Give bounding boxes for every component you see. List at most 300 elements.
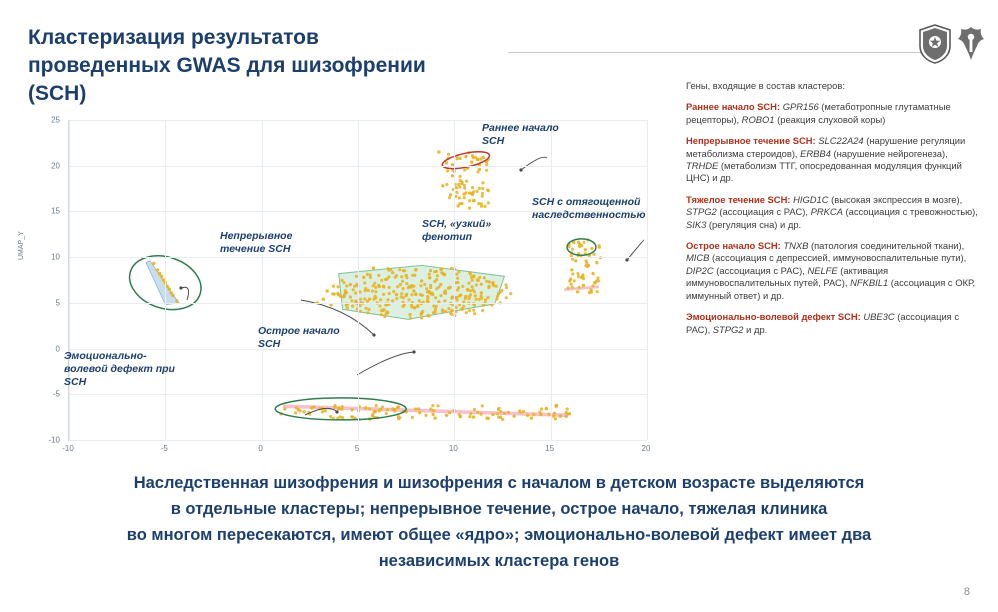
data-point bbox=[387, 275, 390, 278]
data-point bbox=[326, 289, 329, 292]
data-point bbox=[496, 295, 499, 298]
data-point bbox=[447, 307, 450, 310]
data-point bbox=[552, 415, 555, 418]
data-point bbox=[480, 205, 483, 208]
data-point bbox=[410, 286, 413, 289]
x-tick-label: 20 bbox=[641, 444, 651, 453]
gene-description: (ассоциация с ОКР, иммунный ответ) и др. bbox=[686, 277, 976, 301]
data-point bbox=[482, 304, 485, 307]
data-point bbox=[169, 291, 172, 294]
data-point bbox=[480, 413, 483, 416]
data-point bbox=[487, 296, 490, 299]
data-point bbox=[576, 272, 579, 275]
data-point bbox=[473, 408, 476, 411]
data-point bbox=[499, 410, 502, 413]
conclusion-line-3: во многом пересекаются, имеют общее «ядро»; эмоционально-волевой дефект имеет два bbox=[126, 526, 872, 544]
data-point bbox=[479, 158, 482, 161]
data-point bbox=[373, 410, 376, 413]
data-point bbox=[487, 286, 490, 289]
data-point bbox=[446, 169, 449, 172]
data-point bbox=[410, 293, 413, 296]
page-number: 8 bbox=[963, 586, 970, 598]
data-point bbox=[476, 411, 479, 414]
data-point bbox=[472, 415, 475, 418]
data-point bbox=[570, 268, 573, 271]
data-point bbox=[495, 285, 498, 288]
data-point bbox=[426, 290, 429, 293]
data-point bbox=[445, 183, 448, 186]
data-point bbox=[457, 183, 460, 186]
data-point bbox=[401, 280, 404, 283]
data-point bbox=[412, 289, 415, 292]
title-divider bbox=[508, 52, 928, 53]
data-point bbox=[597, 279, 600, 282]
data-point bbox=[458, 202, 461, 205]
data-point bbox=[426, 297, 429, 300]
data-point bbox=[582, 284, 585, 287]
data-point bbox=[462, 305, 465, 308]
data-point bbox=[463, 187, 466, 190]
data-point bbox=[468, 415, 471, 418]
y-tick-label: -5 bbox=[52, 389, 60, 399]
gene-description: (высокая экспрессия в мозге), bbox=[828, 193, 963, 205]
data-point bbox=[436, 404, 439, 407]
data-point bbox=[339, 295, 342, 298]
data-point bbox=[595, 261, 598, 264]
data-point bbox=[471, 279, 474, 282]
data-point bbox=[431, 404, 434, 407]
gene-block bbox=[686, 101, 982, 126]
data-point bbox=[381, 405, 384, 408]
gene-symbol: TNXB bbox=[780, 240, 809, 252]
data-point bbox=[372, 266, 375, 269]
data-point bbox=[468, 191, 471, 194]
data-point bbox=[567, 286, 570, 289]
plot-area bbox=[68, 120, 647, 441]
data-point bbox=[418, 411, 421, 414]
data-point bbox=[433, 416, 436, 419]
data-point bbox=[441, 184, 444, 187]
data-point bbox=[505, 286, 508, 289]
data-point bbox=[530, 416, 533, 419]
data-point bbox=[397, 417, 400, 420]
data-point bbox=[587, 264, 590, 267]
data-point bbox=[481, 187, 484, 190]
data-point bbox=[596, 290, 599, 293]
data-point bbox=[483, 205, 486, 208]
data-point bbox=[341, 405, 344, 408]
data-point bbox=[571, 272, 574, 275]
data-point bbox=[321, 410, 324, 413]
data-point bbox=[581, 273, 584, 276]
data-point bbox=[158, 272, 161, 275]
data-point bbox=[577, 275, 580, 278]
gene-description: (метаболизм ТТГ, опосредованная модуляция функций ЦНС) и др. bbox=[686, 160, 962, 184]
state-eagle-emblem-icon bbox=[954, 24, 988, 64]
conclusion-line-4: независимых кластера генов bbox=[378, 552, 620, 570]
data-point bbox=[373, 282, 376, 285]
annot-hereditary: SCH с отягощенной наследственностью bbox=[532, 196, 646, 221]
data-point bbox=[449, 312, 452, 315]
y-gridline bbox=[69, 394, 647, 395]
data-point bbox=[458, 196, 461, 199]
data-point bbox=[457, 270, 460, 273]
y-gridline bbox=[69, 120, 647, 121]
data-point bbox=[324, 409, 327, 412]
data-point bbox=[400, 275, 403, 278]
data-point bbox=[372, 297, 375, 300]
data-point bbox=[341, 416, 344, 419]
data-point bbox=[379, 298, 382, 301]
annot-acute-onset: Острое начало SCH bbox=[258, 325, 340, 350]
data-point bbox=[345, 284, 348, 287]
data-point bbox=[380, 279, 383, 282]
data-point bbox=[411, 416, 414, 419]
data-point bbox=[440, 267, 443, 270]
data-point bbox=[538, 411, 541, 414]
data-point bbox=[421, 310, 424, 313]
data-point bbox=[591, 284, 594, 287]
data-point bbox=[474, 156, 477, 159]
data-point bbox=[573, 279, 576, 282]
y-tick-label: 5 bbox=[55, 298, 60, 308]
data-point bbox=[369, 273, 372, 276]
gene-description: (нарушение нейрогенеза), bbox=[830, 147, 948, 159]
x-gridline bbox=[165, 120, 166, 440]
data-point bbox=[433, 280, 436, 283]
data-point bbox=[387, 269, 390, 272]
data-point bbox=[473, 304, 476, 307]
data-point bbox=[412, 285, 415, 288]
data-point bbox=[382, 285, 385, 288]
data-point bbox=[313, 405, 316, 408]
data-point bbox=[455, 191, 458, 194]
data-point bbox=[364, 406, 367, 409]
data-point bbox=[410, 305, 413, 308]
data-point bbox=[459, 175, 462, 178]
y-gridline bbox=[69, 166, 647, 167]
cluster-hull bbox=[146, 261, 179, 305]
data-point bbox=[408, 313, 411, 316]
data-point bbox=[468, 207, 471, 210]
data-point bbox=[350, 415, 353, 418]
data-point bbox=[420, 279, 423, 282]
gene-symbol: UBE3C bbox=[860, 311, 895, 323]
data-point bbox=[491, 413, 494, 416]
data-point bbox=[366, 311, 369, 314]
data-point bbox=[371, 290, 374, 293]
x-gridline bbox=[358, 120, 359, 440]
data-point bbox=[475, 283, 478, 286]
data-point bbox=[393, 409, 396, 412]
data-point bbox=[447, 153, 450, 156]
data-point bbox=[505, 296, 508, 299]
gene-block bbox=[686, 240, 982, 302]
data-point bbox=[400, 292, 403, 295]
data-point bbox=[467, 282, 470, 285]
x-gridline bbox=[551, 120, 552, 440]
data-point bbox=[588, 291, 591, 294]
data-point bbox=[469, 289, 472, 292]
data-point bbox=[474, 298, 477, 301]
data-point bbox=[364, 289, 367, 292]
data-point bbox=[476, 158, 479, 161]
data-point bbox=[396, 406, 399, 409]
annot-early-onset: Раннее начало SCH bbox=[482, 122, 559, 147]
data-point bbox=[429, 407, 432, 410]
data-point bbox=[519, 411, 522, 414]
gene-block-heading: Тяжелое течение SCH: bbox=[686, 193, 791, 205]
data-point bbox=[396, 285, 399, 288]
data-point bbox=[559, 415, 562, 418]
data-point bbox=[386, 408, 389, 411]
gene-block-heading: Эмоционально-волевой дефект SCH: bbox=[686, 311, 861, 323]
gene-description: (ассоциация с тревожностью), bbox=[842, 206, 978, 218]
data-point bbox=[367, 289, 370, 292]
data-point bbox=[432, 311, 435, 314]
gene-symbol: HIGD1C bbox=[790, 193, 829, 205]
data-point bbox=[578, 243, 581, 246]
gene-symbol: STPG2 bbox=[712, 323, 744, 335]
data-point bbox=[571, 248, 574, 251]
gene-symbol: NELFE bbox=[807, 264, 838, 276]
data-point bbox=[423, 283, 426, 286]
cluster-ellipse bbox=[441, 148, 491, 172]
gene-panel-intro: Гены, входящие в состав кластеров: bbox=[686, 80, 845, 91]
data-point bbox=[569, 277, 572, 280]
data-point bbox=[481, 309, 484, 312]
data-point bbox=[416, 305, 419, 308]
data-point bbox=[342, 281, 345, 284]
data-point bbox=[468, 199, 471, 202]
data-point bbox=[461, 285, 464, 288]
x-tick-label: -10 bbox=[62, 444, 74, 453]
data-point bbox=[433, 270, 436, 273]
data-point bbox=[431, 413, 434, 416]
gene-description: и др. bbox=[743, 323, 768, 335]
data-point bbox=[463, 168, 466, 171]
data-point bbox=[405, 294, 408, 297]
annot-continuous: Непрерывное течение SCH bbox=[220, 230, 293, 255]
data-point bbox=[434, 308, 437, 311]
gene-symbol: ROBO1 bbox=[741, 113, 775, 125]
data-point bbox=[409, 317, 412, 320]
gene-description: (ассоциация с РАС), bbox=[713, 264, 808, 276]
data-point bbox=[475, 190, 478, 193]
data-point bbox=[432, 409, 435, 412]
x-tick-label: -5 bbox=[160, 444, 168, 453]
data-point bbox=[477, 279, 480, 282]
data-point bbox=[509, 292, 512, 295]
data-point bbox=[450, 267, 453, 270]
data-point bbox=[460, 182, 463, 185]
data-point bbox=[391, 271, 394, 274]
data-point bbox=[414, 408, 417, 411]
data-point bbox=[532, 413, 535, 416]
x-gridline bbox=[454, 120, 455, 440]
data-point bbox=[458, 157, 461, 160]
gene-block bbox=[686, 194, 982, 231]
data-point bbox=[399, 283, 402, 286]
data-point bbox=[362, 276, 365, 279]
page-title bbox=[28, 24, 488, 108]
annotation-leader-arrow bbox=[179, 286, 182, 289]
data-point bbox=[540, 407, 543, 410]
data-point bbox=[368, 407, 371, 410]
data-point bbox=[437, 150, 440, 153]
data-point bbox=[574, 259, 577, 262]
data-point bbox=[380, 309, 383, 312]
gene-symbol: ERBB4 bbox=[800, 147, 831, 159]
gene-description: (метаботропные глутаматные рецепторы), bbox=[686, 101, 951, 125]
data-point bbox=[428, 314, 431, 317]
gene-description: (ассоциация с депрессией, иммуновоспалительные пути), bbox=[709, 252, 967, 264]
data-point bbox=[481, 195, 484, 198]
y-tick-label: 15 bbox=[51, 206, 60, 216]
y-tick-label: 10 bbox=[51, 252, 60, 262]
data-point bbox=[512, 415, 515, 418]
x-gridline bbox=[262, 120, 263, 440]
data-point bbox=[450, 309, 453, 312]
data-point bbox=[445, 414, 448, 417]
gene-block-heading: Раннее начало SCH: bbox=[686, 101, 781, 113]
data-point bbox=[583, 241, 586, 244]
data-point bbox=[402, 287, 405, 290]
gene-block bbox=[686, 311, 982, 336]
data-point bbox=[471, 285, 474, 288]
data-point bbox=[487, 417, 490, 420]
gene-block-list bbox=[686, 101, 982, 336]
data-point bbox=[464, 297, 467, 300]
data-point bbox=[354, 291, 357, 294]
data-point bbox=[349, 295, 352, 298]
x-gridline bbox=[647, 120, 648, 440]
data-point bbox=[450, 297, 453, 300]
data-point bbox=[570, 283, 573, 286]
data-point bbox=[449, 193, 452, 196]
data-point bbox=[448, 196, 451, 199]
data-point bbox=[458, 294, 461, 297]
data-point bbox=[343, 295, 346, 298]
y-tick-label: 20 bbox=[51, 161, 60, 171]
data-point bbox=[555, 404, 558, 407]
data-point bbox=[444, 310, 447, 313]
data-point bbox=[428, 276, 431, 279]
data-point bbox=[585, 261, 588, 264]
gene-symbol: DIP2C bbox=[686, 264, 714, 276]
x-gridline bbox=[69, 120, 70, 440]
data-point bbox=[437, 286, 440, 289]
data-point bbox=[371, 414, 374, 417]
data-point bbox=[419, 284, 422, 287]
data-point bbox=[441, 310, 444, 313]
data-point bbox=[405, 282, 408, 285]
data-point bbox=[598, 244, 601, 247]
data-point bbox=[439, 294, 442, 297]
y-tick-label: 25 bbox=[51, 115, 60, 125]
y-gridline bbox=[69, 257, 647, 258]
data-point bbox=[432, 305, 435, 308]
gene-cluster-panel bbox=[686, 80, 982, 345]
data-point bbox=[456, 277, 459, 280]
data-point bbox=[449, 286, 452, 289]
data-point bbox=[363, 281, 366, 284]
data-point bbox=[463, 196, 466, 199]
data-point bbox=[407, 298, 410, 301]
gene-block bbox=[686, 135, 982, 185]
data-point bbox=[417, 407, 420, 410]
data-point bbox=[322, 298, 325, 301]
annotation-leader-line bbox=[357, 352, 414, 375]
data-point bbox=[526, 414, 529, 417]
x-tick-label: 0 bbox=[258, 444, 263, 453]
data-point bbox=[429, 269, 432, 272]
data-point bbox=[500, 289, 503, 292]
umap-scatter-chart bbox=[18, 110, 662, 460]
data-point bbox=[495, 298, 498, 301]
x-tick-label: 5 bbox=[354, 444, 360, 453]
data-point bbox=[386, 298, 389, 301]
data-point bbox=[414, 268, 417, 271]
data-point bbox=[469, 273, 472, 276]
data-point bbox=[374, 290, 377, 293]
data-point bbox=[398, 268, 401, 271]
data-point bbox=[465, 180, 468, 183]
data-point bbox=[471, 192, 474, 195]
page-title-line-2: проведенных GWAS для шизофрении (SCH) bbox=[28, 54, 426, 105]
gene-description: (активация иммуновоспалительных путей, РАС), bbox=[686, 264, 889, 289]
data-point bbox=[365, 307, 368, 310]
data-point bbox=[440, 271, 443, 274]
data-point bbox=[478, 276, 481, 279]
data-point bbox=[471, 186, 474, 189]
data-point bbox=[392, 290, 395, 293]
data-point bbox=[468, 309, 471, 312]
annotation-leader-line bbox=[521, 157, 547, 170]
data-point bbox=[377, 284, 380, 287]
data-point bbox=[487, 189, 490, 192]
data-point bbox=[472, 275, 475, 278]
data-point bbox=[295, 406, 298, 409]
data-point bbox=[380, 313, 383, 316]
data-point bbox=[152, 262, 155, 265]
data-point bbox=[336, 285, 339, 288]
gene-symbol: SIK3 bbox=[686, 218, 707, 230]
data-point bbox=[480, 291, 483, 294]
data-point bbox=[424, 414, 427, 417]
gene-description: (нарушение регуляции метаболизма стероидов), bbox=[686, 135, 966, 159]
data-point bbox=[425, 287, 428, 290]
data-point bbox=[448, 411, 451, 414]
data-point bbox=[590, 247, 593, 250]
data-point bbox=[480, 283, 483, 286]
data-point bbox=[522, 410, 525, 413]
data-point bbox=[571, 286, 574, 289]
data-point bbox=[363, 297, 366, 300]
data-point bbox=[368, 308, 371, 311]
data-point bbox=[434, 296, 437, 299]
data-point bbox=[394, 276, 397, 279]
annot-emotional: Эмоционально- волевой дефект при SCH bbox=[64, 350, 175, 388]
conclusion-text bbox=[0, 470, 998, 574]
data-point bbox=[483, 276, 486, 279]
data-point bbox=[156, 268, 159, 271]
data-point bbox=[436, 274, 439, 277]
gene-block-heading: Острое начало SCH: bbox=[686, 240, 781, 252]
data-point bbox=[503, 412, 506, 415]
gene-symbol: TRHDE bbox=[686, 160, 719, 172]
data-point bbox=[464, 191, 467, 194]
